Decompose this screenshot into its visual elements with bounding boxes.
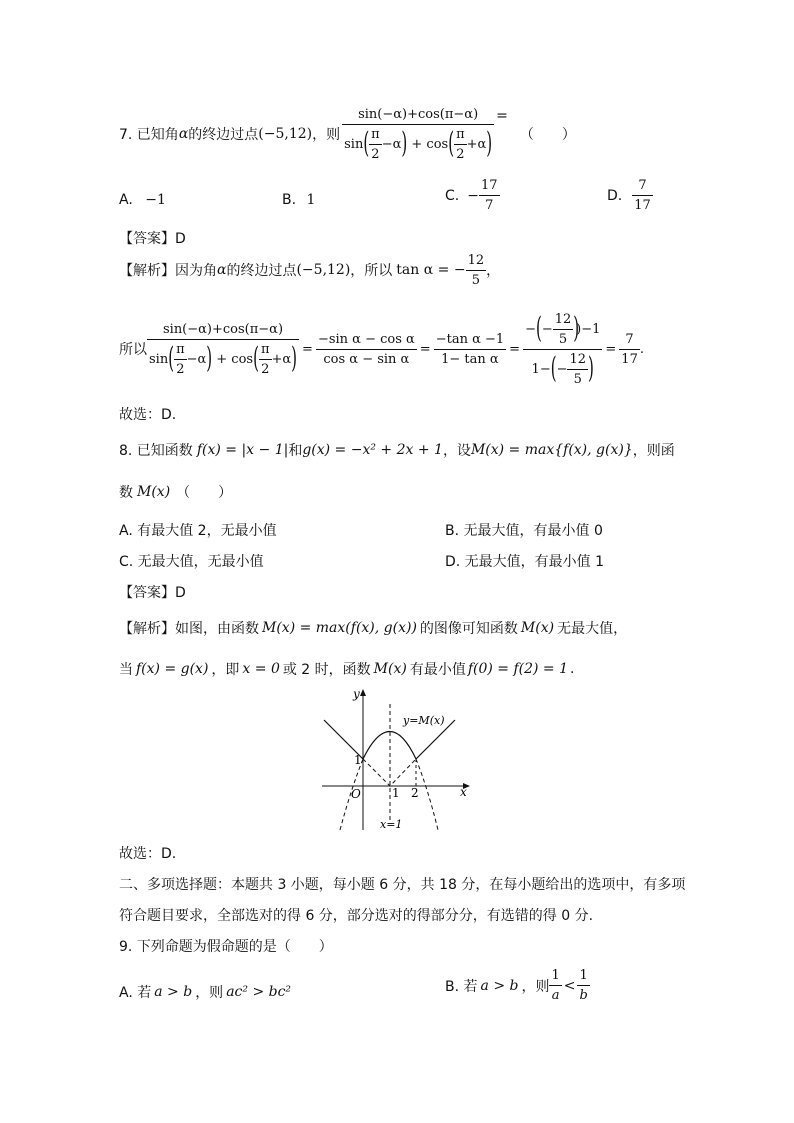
analysis2-x: x = 0 <box>242 661 280 677</box>
numerator: −sin α − cos α <box>317 331 415 347</box>
numerator: 1 <box>579 968 588 983</box>
g-definition: g(x) = −x² + 2x + 1 <box>302 442 443 458</box>
q7-fraction-numerator: sin(−α)+cos(π−α) <box>358 106 479 122</box>
graph-tick2-label: 2 <box>411 786 419 800</box>
q8-function-graph <box>318 684 478 834</box>
q9-option-a <box>119 982 291 1002</box>
numerator: 7 <box>638 178 647 193</box>
denominator: cos α − sin α <box>316 349 417 367</box>
shu: 数 <box>119 485 133 501</box>
q7-plus-cos: + cos <box>411 136 449 152</box>
option-value: 1 <box>306 192 316 208</box>
two-a: 2 <box>369 144 382 162</box>
graph-x-label: x <box>460 785 467 799</box>
comma: ， <box>486 263 501 279</box>
derivation-result <box>619 332 640 367</box>
q9-option-b <box>445 968 590 1003</box>
denominator: 17 <box>632 195 653 213</box>
analysis-mid: 的终边过点 <box>226 263 297 279</box>
q7-text-mid: 的终边过点 <box>188 127 259 143</box>
q7-sin-label: sin <box>344 136 364 152</box>
q7-option-c-fraction <box>479 178 500 213</box>
analysis2-a: 当 <box>119 662 133 678</box>
numerator: 1 <box>551 968 560 983</box>
q8-option-c: C. 无最大值，无最小值 <box>119 554 264 570</box>
derivation-step1 <box>147 322 299 377</box>
twelve: 12 <box>569 351 587 367</box>
analysis2-b: ，即 <box>211 662 240 678</box>
analysis-c: 无最大值， <box>557 621 628 637</box>
analysis-suffix: ，所以 <box>350 263 393 279</box>
so-label: 所以 <box>119 342 147 358</box>
section2-line2: 符合题目要求，全部选对的得 6 分，部分选对的得部分分，有选错的得 0 分. <box>119 908 594 924</box>
q7-prefix: 7. 已知角 <box>119 127 179 143</box>
denominator: 1− tan α <box>434 349 506 367</box>
pi-b: π <box>456 126 465 142</box>
f-definition: f(x) = |x − 1| <box>196 442 289 458</box>
q8-analysis-line2 <box>119 659 574 679</box>
analysis2-eq: f(x) = g(x) <box>136 661 209 677</box>
q7-option-d <box>607 178 653 213</box>
q7-equals: = <box>496 108 508 124</box>
minus-alpha: −α <box>186 351 207 367</box>
twelve: 12 <box>554 311 572 327</box>
analysis-mx: M(x) <box>520 620 555 636</box>
q7-analysis-line1 <box>119 250 500 290</box>
graph-y1-label: 1 <box>354 753 362 767</box>
graph-curve-label: y=M(x) <box>403 714 445 727</box>
numerator: −tan α −1 <box>435 331 505 347</box>
option-label: B. 若 <box>445 978 478 995</box>
q7-conclusion: 故选：D. <box>119 407 177 423</box>
one-over-a <box>549 968 561 1003</box>
derivation-step3 <box>434 332 506 367</box>
q7-stem <box>119 104 576 164</box>
q7-plus-alpha: +α <box>466 136 487 152</box>
denominator: sin( $\frac{\pi}{2}$ −α) + cos( $\frac{\pi}{2}$ +α) <box>149 340 298 377</box>
two: 2 <box>174 359 187 377</box>
analysis-b: 的图像可知函数 <box>419 621 518 637</box>
m-x: M(x) <box>137 484 171 500</box>
five: 5 <box>567 369 588 387</box>
equals: = <box>605 341 617 357</box>
then: ，则函 <box>632 443 675 459</box>
numerator: 7 <box>625 331 634 347</box>
q8-answer: 【答案】D <box>119 585 186 601</box>
numerator: −(− $\frac{12}{5}$ ))−1 <box>525 310 601 347</box>
denominator: b <box>577 985 589 1003</box>
q8-conclusion: 故选：D. <box>119 846 177 862</box>
pi: π <box>176 341 185 357</box>
analysis-prefix: 【解析】因为角 <box>119 263 217 279</box>
derivation-step2 <box>316 332 417 367</box>
pi-a: π <box>371 126 380 142</box>
analysis2-c: 或 2 时，函数 <box>282 662 371 678</box>
analysis-m-def: M(x) = max(f(x), g(x)) <box>262 620 417 636</box>
q7-pi-over-2-b <box>454 127 467 162</box>
q8-option-a: A. 有最大值 2，无最小值 <box>119 523 277 539</box>
graph-y-label: y <box>353 687 360 701</box>
graph-axis-label: x=1 <box>380 818 403 831</box>
tan-expression: tan α = − <box>396 262 466 278</box>
two: 2 <box>259 359 272 377</box>
denominator: 5 <box>466 270 487 288</box>
q8-stem-line2 <box>119 482 232 502</box>
q7-option-b <box>282 192 315 208</box>
denominator: 17 <box>619 349 640 367</box>
q7-pi-over-2-a <box>369 127 382 162</box>
g-curve-right-dashed <box>416 759 438 830</box>
five: 5 <box>553 329 574 347</box>
plus-alpha: +α <box>271 351 292 367</box>
q8-blank: （ ） <box>176 485 233 501</box>
q7-blank: （ ） <box>519 127 576 143</box>
section2-line1: 二、多项选择题：本题共 3 小题，每小题 6 分，共 18 分，在每小题给出的选项中，有多项 <box>119 877 686 893</box>
equals: = <box>509 341 521 357</box>
q8-option-b: B. 无最大值，有最小值 0 <box>445 523 603 539</box>
denominator: 1−(− $\frac{12}{5}$ ) <box>523 349 602 387</box>
numerator: 12 <box>467 252 485 268</box>
q7-alpha: α <box>178 126 189 142</box>
analysis2-mx: M(x) <box>373 661 407 677</box>
alpha: α <box>217 262 227 278</box>
q8-option-d: D. 无最大值，有最小值 1 <box>445 554 605 570</box>
one-over-b <box>577 968 589 1003</box>
analysis2-d: 有最小值 <box>409 662 466 678</box>
equals: = <box>302 341 313 357</box>
option-sign: − <box>467 187 479 204</box>
period: . <box>570 661 575 677</box>
sin-label: sin <box>149 351 169 367</box>
then: ，则 <box>195 985 224 1001</box>
q9-stem: 9. 下列命题为假命题的是（ ） <box>119 939 333 955</box>
numerator: sin(−α)+cos(π−α) <box>162 321 284 337</box>
q8-prefix: 8. 已知函数 <box>119 443 193 459</box>
q7-option-d-fraction <box>632 178 653 213</box>
derivation-step4 <box>523 312 602 387</box>
q7-option-c <box>445 178 500 213</box>
plus-cos: + cos <box>216 351 254 367</box>
tan-fraction <box>466 253 487 288</box>
and: 和 <box>288 443 303 459</box>
option-label: A. 若 <box>119 985 152 1001</box>
denominator: 7 <box>479 195 500 213</box>
less-than: < <box>563 977 576 994</box>
q7-comma-then: ，则 <box>312 127 341 143</box>
two-b: 2 <box>454 144 467 162</box>
option-label: C. <box>445 187 460 204</box>
result: ac² > bc² <box>226 984 292 1000</box>
numerator: 17 <box>480 178 498 193</box>
m-definition: M(x) = max{f(x), g(x)} <box>470 442 633 458</box>
option-label: D. <box>607 187 623 204</box>
graph-origin-label: O <box>351 787 361 801</box>
q7-option-a <box>119 192 166 208</box>
head: 1− <box>531 361 551 377</box>
pi: π <box>260 341 270 357</box>
q7-answer: 【答案】D <box>119 231 186 247</box>
graph-tick1-label: 1 <box>392 786 400 800</box>
analysis2-value: f(0) = f(2) = 1 <box>467 661 569 677</box>
equals: = <box>419 341 431 357</box>
denominator: a <box>549 985 561 1003</box>
condition: a > b <box>154 984 193 1000</box>
option-label: A. <box>119 192 133 208</box>
q7-point: (−5,12) <box>258 126 313 142</box>
q8-stem-line1 <box>119 440 675 460</box>
y-axis-arrow <box>360 689 366 696</box>
q8-analysis-line1 <box>119 618 627 638</box>
option-label: B. <box>282 192 297 208</box>
option-value: −1 <box>145 192 166 208</box>
q7-main-fraction <box>342 107 494 162</box>
q7-fraction-denominator: sin( $\frac{\pi}{2}$ −α) + cos( $\frac{\pi}{2}$ +α) <box>344 125 493 162</box>
set: ，设 <box>442 443 471 459</box>
then: ，则 <box>521 978 550 995</box>
analysis-a: 【解析】如图，由函数 <box>119 621 259 637</box>
q7-minus-alpha: −α <box>381 136 402 152</box>
analysis-point: (−5,12) <box>296 262 351 278</box>
tail: )−1 <box>576 321 601 337</box>
condition: a > b <box>480 977 519 994</box>
q7-derivation: 所以 sin(−α)+cos(π−α) sin( $\frac{\pi}{2}$ −α) + cos( $\frac{\pi}{2}$ +α) = $\frac{\text{−sin α − cos α}}{\text{cos α − sin α}}$ = $\frac{\text{−tan α −1}}{\text{1− tan α}}$ = −(− $\frac{12}{5}$ ))−1 1−(− $\frac{12}{5}$ ) = $\frac{7}{17}$ . <box>119 310 644 387</box>
